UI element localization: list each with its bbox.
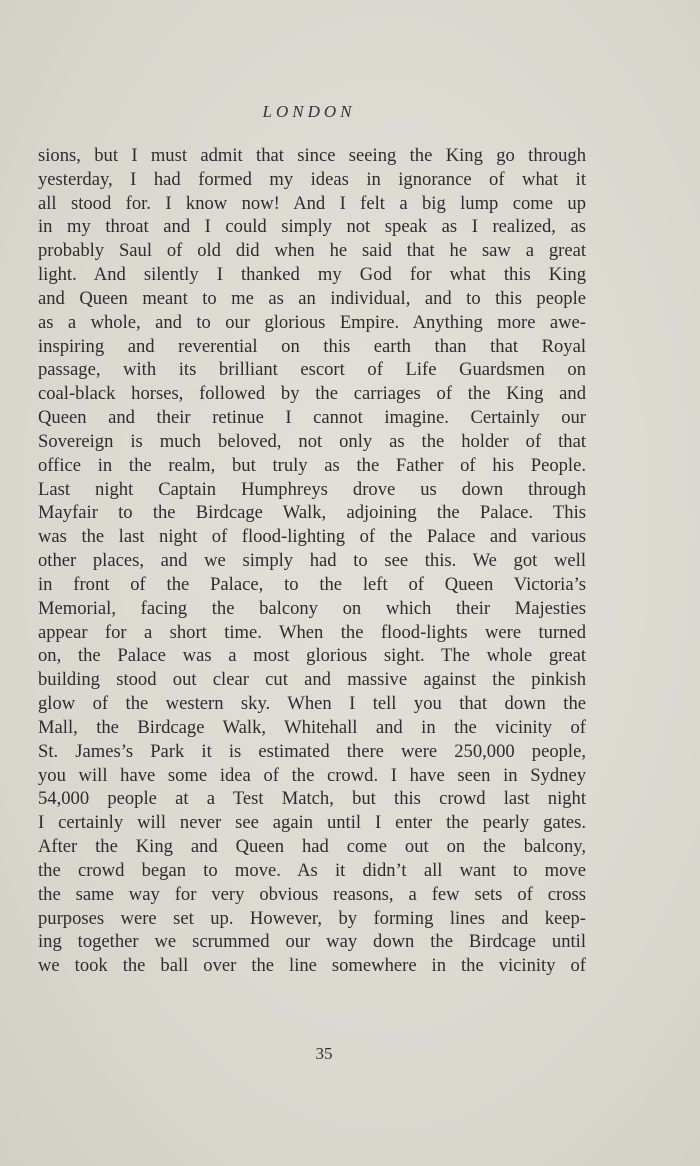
text-line: purposes were set up. However, by forming lines and keep- <box>38 907 586 929</box>
text-line: you will have some idea of the crowd. I have seen in Sydney <box>38 764 586 786</box>
text-line: passage, with its brilliant escort of Life Guardsmen on <box>38 359 586 381</box>
text-line: Memorial, facing the balcony on which their Majesties <box>38 597 586 619</box>
text-line: coal-black horses, followed by the carriages of the King and <box>38 383 586 405</box>
text-line: Mall, the Birdcage Walk, Whitehall and in the vicinity of <box>38 716 586 738</box>
text-line: building stood out clear cut and massive against the pinkish <box>38 669 586 691</box>
text-line: Last night Captain Humphreys drove us down through <box>38 478 586 500</box>
text-line: appear for a short time. When the flood-lights were turned <box>38 621 586 643</box>
text-line: yesterday, I had formed my ideas in ignorance of what it <box>38 168 586 190</box>
text-line: we took the ball over the line somewhere in the vicinity of <box>38 955 586 977</box>
text-line: the crowd began to move. As it didn’t all want to move <box>38 859 586 881</box>
text-line: 54,000 people at a Test Match, but this crowd last night <box>38 788 586 810</box>
text-line: in my throat and I could simply not speak as I realized, as <box>38 216 586 238</box>
text-line: Queen and their retinue I cannot imagine. Certainly our <box>38 407 586 429</box>
text-line: St. James’s Park it is estimated there were 250,000 people, <box>38 740 586 762</box>
text-line: office in the realm, but truly as the Father of his People. <box>38 454 586 476</box>
text-line: as a whole, and to our glorious Empire. Anything more awe- <box>38 311 586 333</box>
text-line: on, the Palace was a most glorious sight. The whole great <box>38 645 586 667</box>
text-line: all stood for. I know now! And I felt a big lump come up <box>38 192 586 214</box>
text-line: I certainly will never see again until I enter the pearly gates. <box>38 812 586 834</box>
text-line: Mayfair to the Birdcage Walk, adjoining the Palace. This <box>38 502 586 524</box>
text-line: inspiring and reverential on this earth than that Royal <box>38 335 586 357</box>
text-line: the same way for very obvious reasons, a few sets of cross <box>38 883 586 905</box>
page-number: 35 <box>315 1044 333 1063</box>
text-line: ing together we scrummed our way down the Birdcage until <box>38 931 586 953</box>
text-line: sions, but I must admit that since seeing the King go through <box>38 145 586 166</box>
text-line: was the last night of flood-lighting of the Palace and various <box>38 526 586 548</box>
text-line: glow of the western sky. When I tell you that down the <box>38 693 586 715</box>
text-line: and Queen meant to me as an individual, and to this people <box>38 287 586 309</box>
text-line: After the King and Queen had come out on the balcony, <box>38 836 586 858</box>
text-line: Sovereign is much beloved, not only as the holder of that <box>38 430 586 452</box>
text-line: probably Saul of old did when he said that he saw a great <box>38 240 586 262</box>
text-line: light. And silently I thanked my God for what this King <box>38 264 586 286</box>
running-head: LONDON <box>262 102 356 121</box>
text-line: other places, and we simply had to see this. We got well <box>38 550 586 572</box>
body-text <box>38 144 586 978</box>
text-line: in front of the Palace, to the left of Queen Victoria’s <box>38 573 586 595</box>
